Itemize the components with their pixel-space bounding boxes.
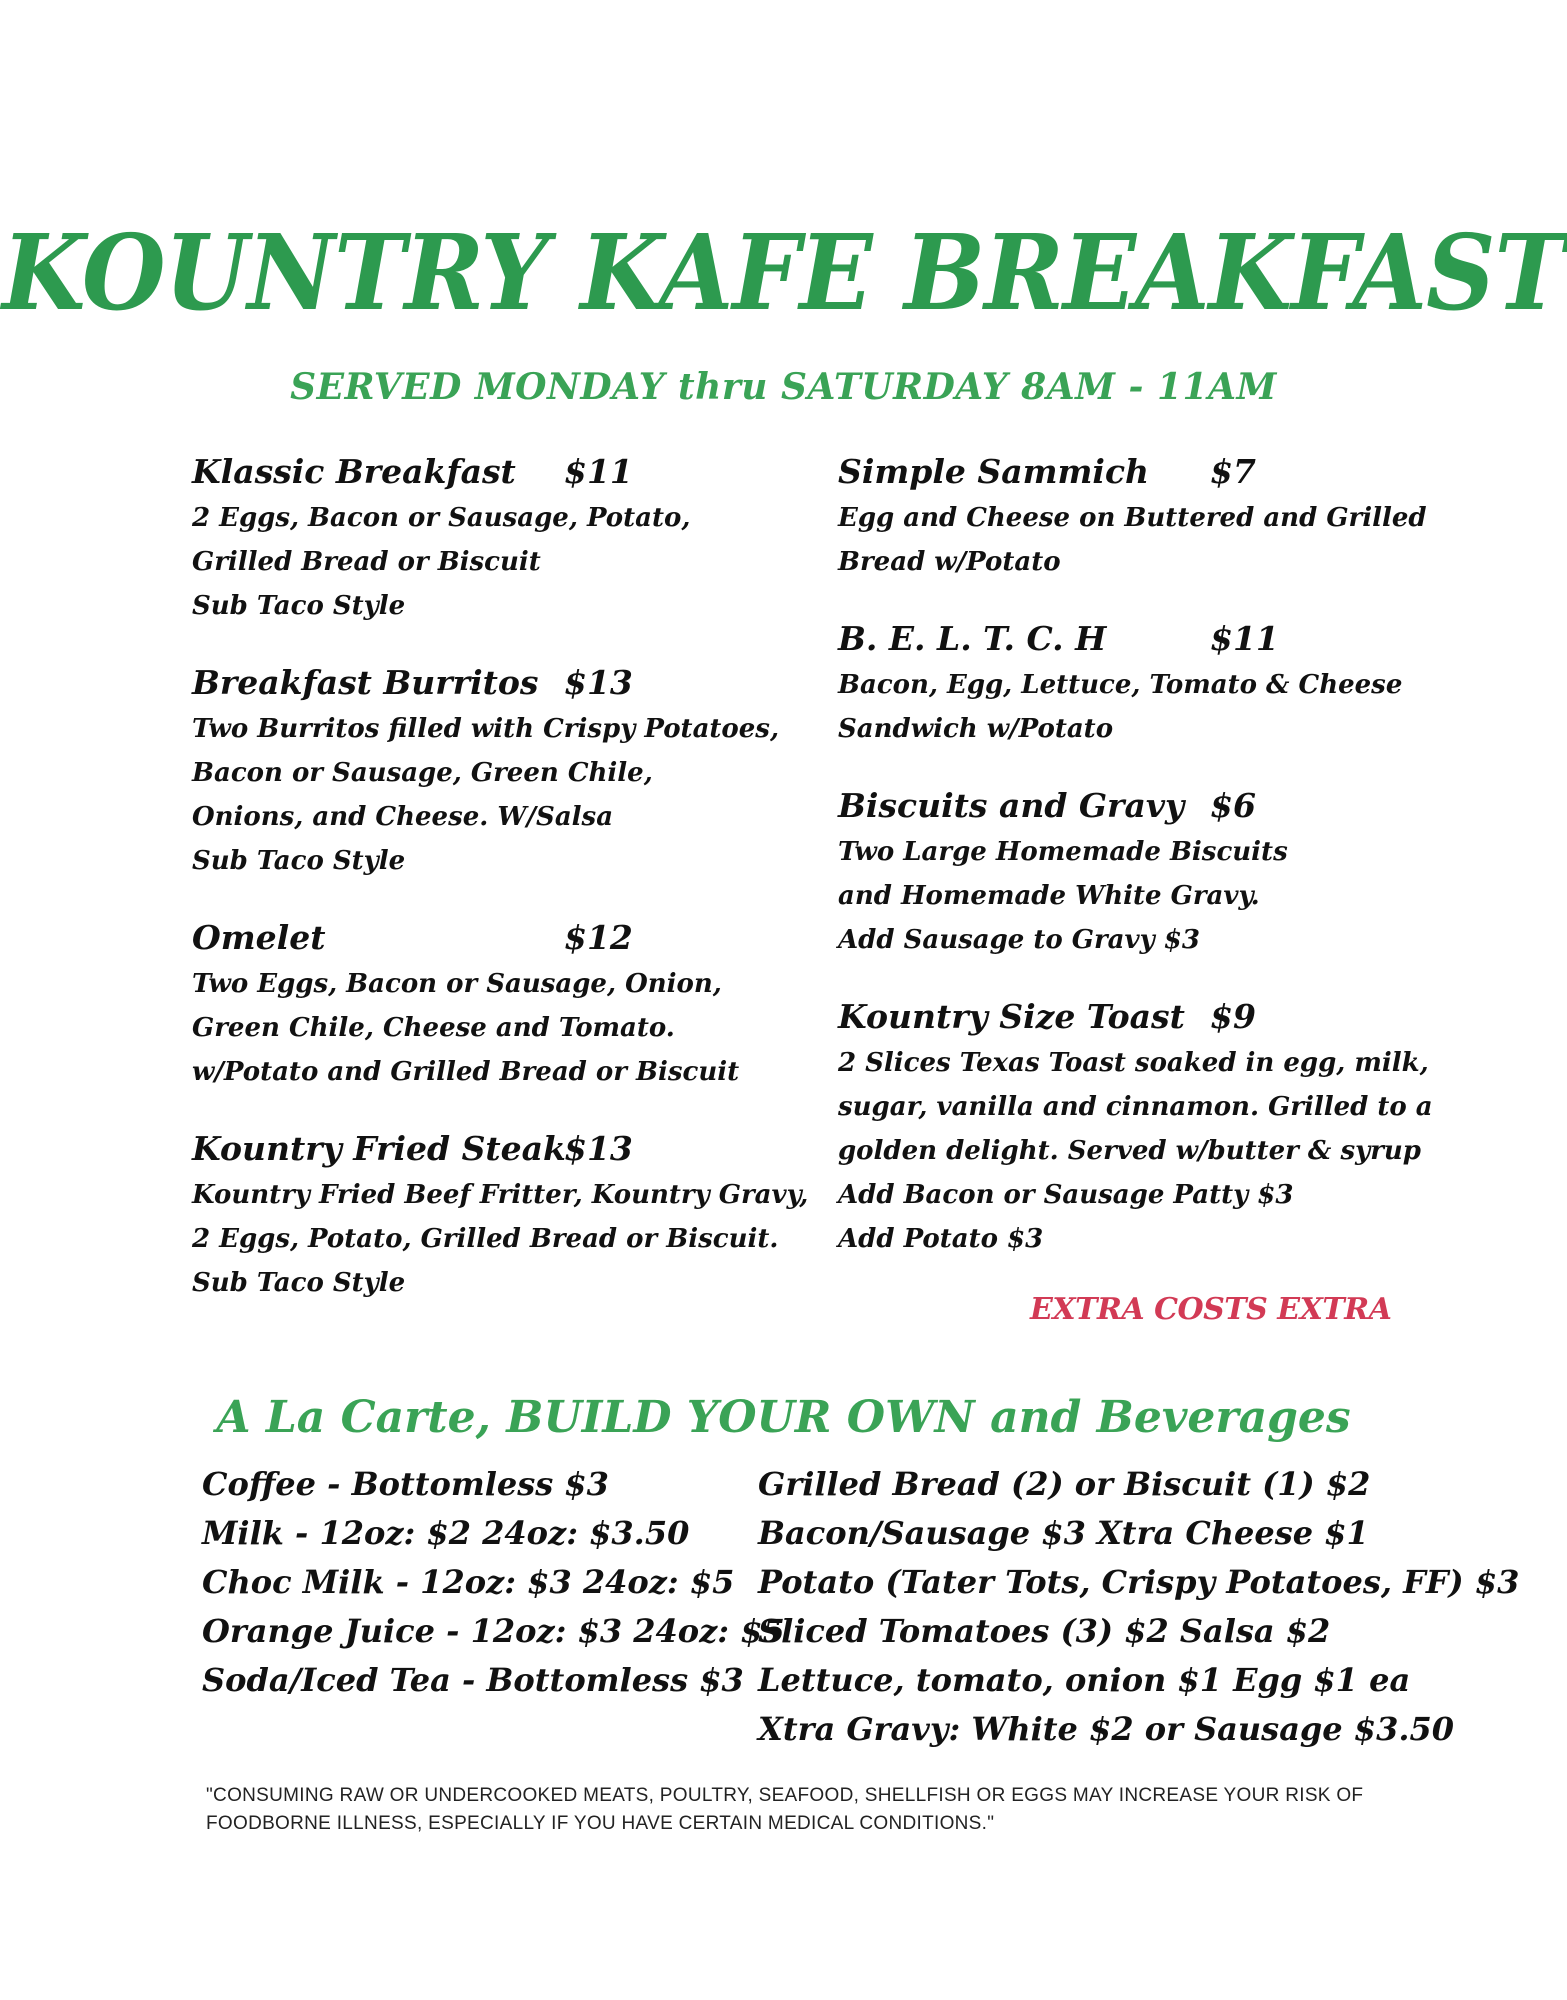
description-line: Two Burritos filled with Crispy Potatoes, xyxy=(192,714,779,744)
description-line: 2 Eggs, Potato, Grilled Bread or Biscuit. xyxy=(192,1224,779,1254)
description-line: sugar, vanilla and cinnamon. Grilled to a xyxy=(838,1092,1433,1122)
item-price: $12 xyxy=(564,918,633,957)
description-line: Sub Taco Style xyxy=(192,846,406,876)
beverages-list xyxy=(202,1460,785,1705)
description-line: Bacon, Egg, Lettuce, Tomato & Cheese xyxy=(838,670,1403,700)
description-line: Add Sausage to Gravy $3 xyxy=(838,925,1200,955)
list-item: Grilled Bread (2) or Biscuit (1) $2 xyxy=(758,1465,1371,1503)
list-item: Orange Juice - 12oz: $3 24oz: $5 xyxy=(202,1612,785,1650)
list-item: Sliced Tomatoes (3) $2 Salsa $2 xyxy=(758,1612,1331,1650)
description-line: 2 Slices Texas Toast soaked in egg, milk, xyxy=(838,1048,1429,1078)
description-line: Bread w/Potato xyxy=(838,547,1061,577)
served-hours: SERVED MONDAY thru SATURDAY 8AM - 11AM xyxy=(290,366,1277,408)
description-line: w/Potato and Grilled Bread or Biscuit xyxy=(192,1057,740,1087)
list-item: Xtra Gravy: White $2 or Sausage $3.50 xyxy=(758,1710,1454,1748)
item-description xyxy=(838,830,1418,962)
item-price: $6 xyxy=(1210,786,1256,825)
item-price: $11 xyxy=(1210,619,1279,658)
description-line: golden delight. Served w/butter & syrup xyxy=(838,1136,1421,1166)
description-line: Sub Taco Style xyxy=(192,1268,406,1298)
menu-item xyxy=(838,619,1418,751)
item-name: Breakfast Burritos xyxy=(192,663,539,702)
menu-item xyxy=(192,918,772,1094)
item-description xyxy=(838,1041,1433,1261)
item-description xyxy=(192,707,779,883)
list-item: Soda/Iced Tea - Bottomless $3 xyxy=(202,1661,744,1699)
list-item: Coffee - Bottomless $3 xyxy=(202,1465,609,1503)
menu-item xyxy=(838,997,1433,1261)
item-description xyxy=(192,962,772,1094)
menu-title: KOUNTRY KAFE BREAKFAST xyxy=(2,212,1565,335)
item-description xyxy=(838,496,1427,584)
description-line: Add Bacon or Sausage Patty $3 xyxy=(838,1180,1294,1210)
description-line: and Homemade White Gravy. xyxy=(838,881,1260,911)
item-name: Simple Sammich xyxy=(838,452,1150,491)
menu-item xyxy=(192,663,779,883)
description-line: Sub Taco Style xyxy=(192,591,406,621)
item-price: $11 xyxy=(564,452,633,491)
description-line: Green Chile, Cheese and Tomato. xyxy=(192,1013,675,1043)
list-item: Bacon/Sausage $3 Xtra Cheese $1 xyxy=(758,1514,1369,1552)
description-line: Grilled Bread or Biscuit xyxy=(192,547,541,577)
list-item: Choc Milk - 12oz: $3 24oz: $5 xyxy=(202,1563,735,1601)
menu-item xyxy=(838,786,1418,962)
left-menu-column xyxy=(192,452,809,1340)
item-name: Kountry Size Toast xyxy=(838,997,1185,1036)
right-menu-column xyxy=(838,452,1433,1296)
item-name: Biscuits and Gravy xyxy=(838,786,1185,825)
description-line: Onions, and Cheese. W/Salsa xyxy=(192,802,614,832)
description-line: Add Potato $3 xyxy=(838,1224,1044,1254)
food-safety-notice: "CONSUMING RAW OR UNDERCOOKED MEATS, POULTRY, SEAFOOD, SHELLFISH OR EGGS MAY INCREASE YOUR RISK OF FOODBORNE ILLNESS, ESPECIALLY IF YOU HAVE CERTAIN MEDICAL CONDITIONS." xyxy=(206,1785,1364,1834)
item-name: Omelet xyxy=(192,918,326,957)
description-line: 2 Eggs, Bacon or Sausage, Potato, xyxy=(192,503,691,533)
item-price: $9 xyxy=(1210,997,1256,1036)
item-price: $13 xyxy=(564,1129,633,1168)
item-description xyxy=(838,663,1418,751)
menu-item xyxy=(192,1129,809,1305)
item-price: $7 xyxy=(1210,452,1256,491)
build-your-own-list xyxy=(758,1460,1519,1754)
item-description xyxy=(192,496,772,628)
menu-item xyxy=(192,452,772,628)
item-description xyxy=(192,1173,809,1305)
description-line: Two Eggs, Bacon or Sausage, Onion, xyxy=(192,969,722,999)
description-line: Bacon or Sausage, Green Chile, xyxy=(192,758,653,788)
alacarte-title: A La Carte, BUILD YOUR OWN and Beverages xyxy=(216,1392,1351,1443)
item-name: B. E. L. T. C. H xyxy=(838,619,1107,658)
menu-item xyxy=(838,452,1427,584)
list-item: Potato (Tater Tots, Crispy Potatoes, FF) $3 xyxy=(758,1563,1520,1601)
item-price: $13 xyxy=(564,663,633,702)
description-line: Sandwich w/Potato xyxy=(838,714,1114,744)
description-line: Two Large Homemade Biscuits xyxy=(838,837,1288,867)
description-line: Egg and Cheese on Buttered and Grilled xyxy=(838,503,1427,533)
item-name: Kountry Fried Steak xyxy=(192,1129,566,1168)
item-name: Klassic Breakfast xyxy=(192,452,516,491)
list-item: Lettuce, tomato, onion $1 Egg $1 ea xyxy=(758,1661,1411,1699)
description-line: Kountry Fried Beef Fritter, Kountry Gravy, xyxy=(192,1180,809,1210)
list-item: Milk - 12oz: $2 24oz: $3.50 xyxy=(202,1514,690,1552)
extra-costs-note: EXTRA COSTS EXTRA xyxy=(1030,1292,1392,1327)
